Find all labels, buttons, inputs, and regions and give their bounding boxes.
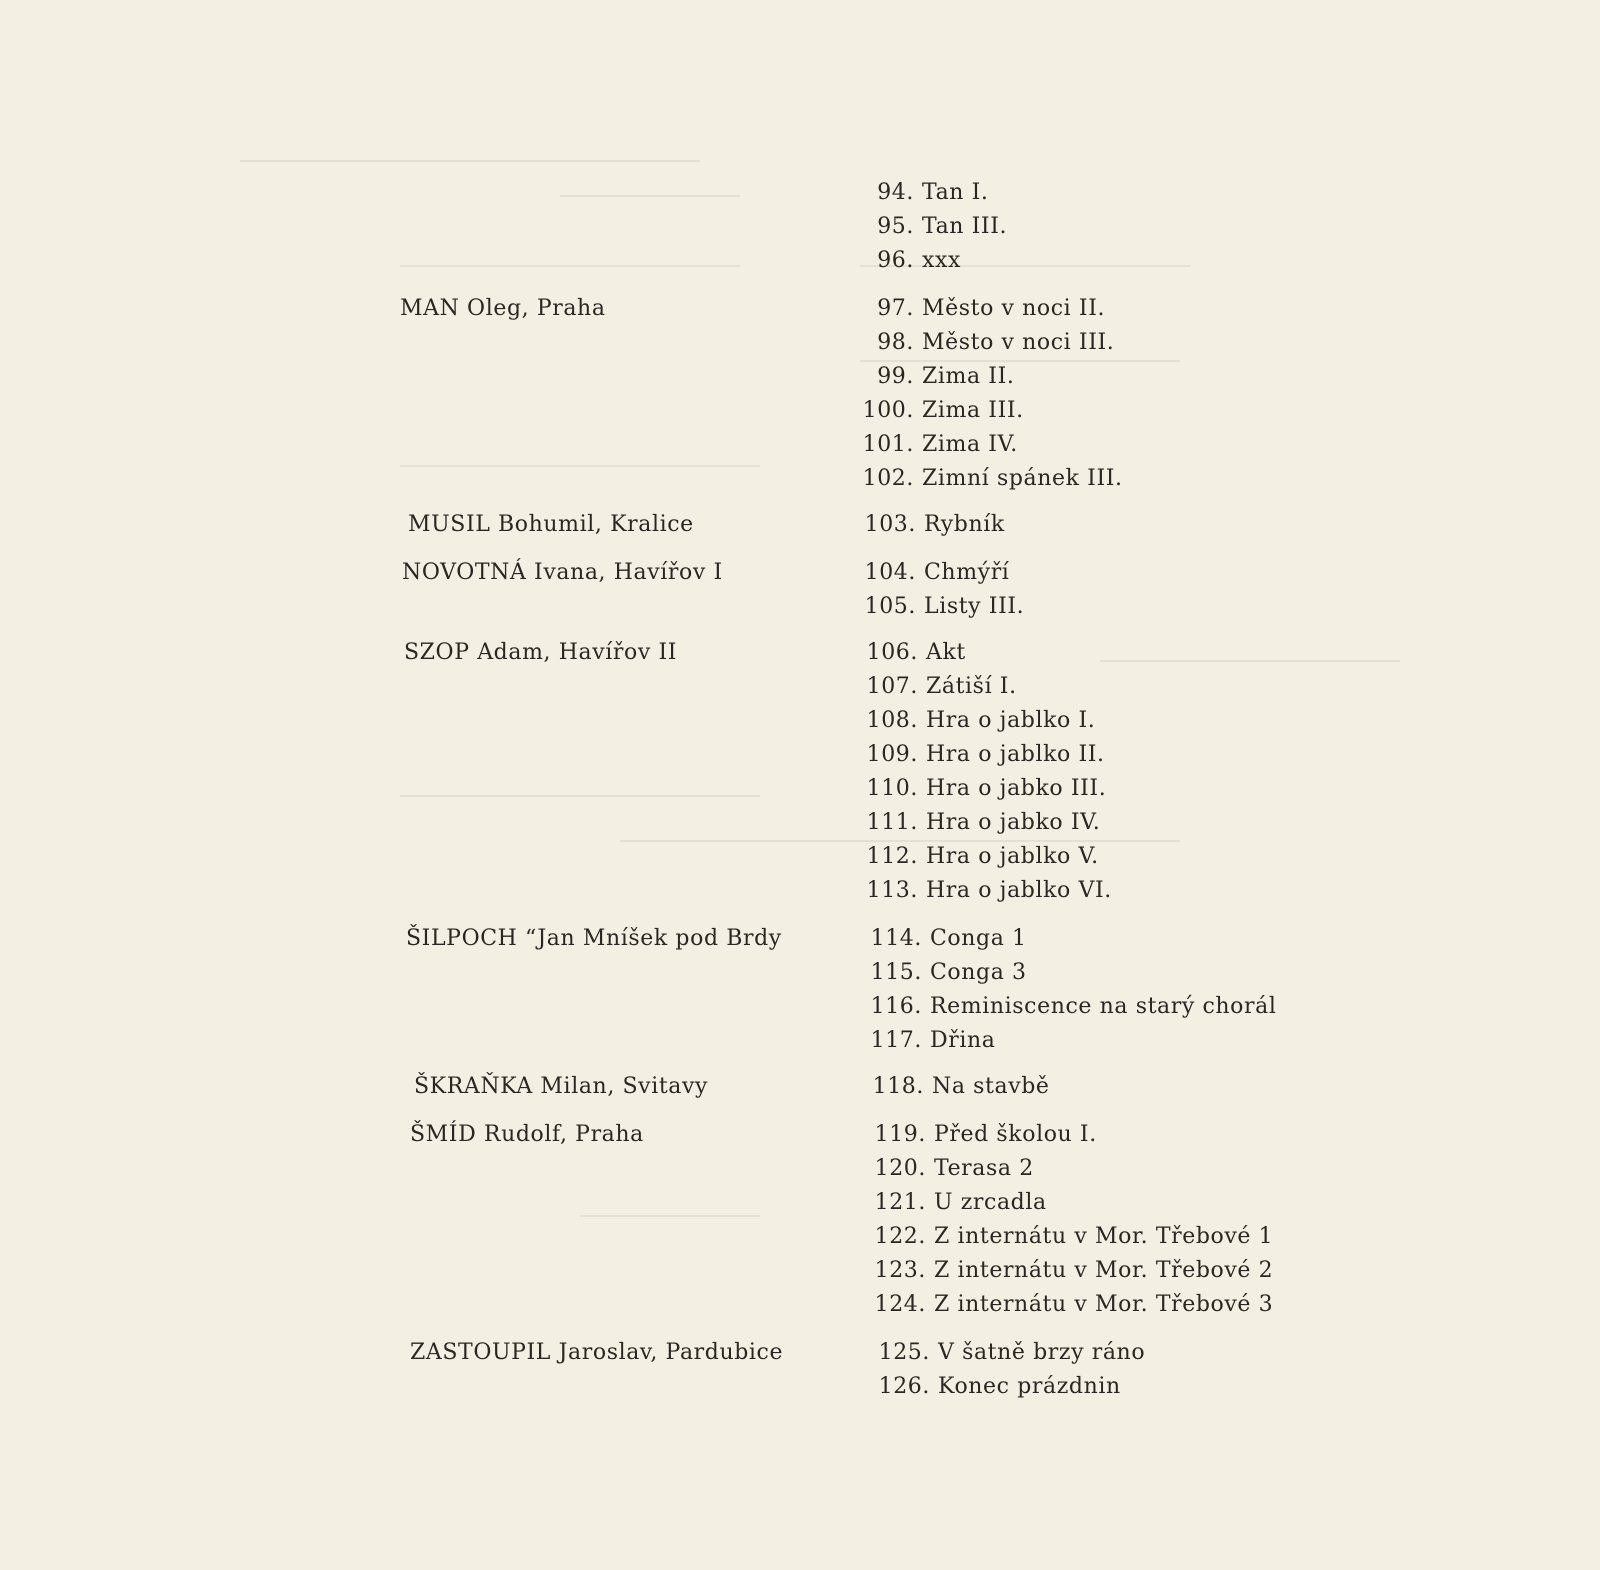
work-number: 103. (864, 512, 916, 537)
work-title: Zima IV. (922, 432, 1018, 457)
work-number: 99. (877, 364, 914, 389)
work-item (860, 776, 1106, 801)
work-item (856, 180, 989, 205)
work-number: 115. (870, 960, 922, 985)
work-number: 113. (866, 878, 918, 903)
work-item (868, 1122, 1097, 1147)
work-title: U zrcadla (934, 1190, 1047, 1215)
work-item (860, 708, 1095, 733)
work-item (860, 742, 1105, 767)
work-number: 117. (870, 1028, 922, 1053)
work-title: Konec prázdnin (938, 1374, 1121, 1399)
work-item (868, 1224, 1273, 1249)
work-title: Tan I. (922, 180, 989, 205)
author-name: NOVOTNÁ Ivana, Havířov I (402, 560, 723, 585)
work-item (856, 248, 961, 273)
work-number: 116. (870, 994, 922, 1019)
work-title: Zima II. (922, 364, 1015, 389)
work-number: 96. (877, 248, 914, 273)
author-name: ŠMÍD Rudolf, Praha (410, 1122, 644, 1147)
work-number: 119. (874, 1122, 926, 1147)
work-number: 108. (866, 708, 918, 733)
work-number: 122. (874, 1224, 926, 1249)
work-item (864, 994, 1277, 1019)
work-item (864, 960, 1027, 985)
work-title: Z internátu v Mor. Třebové 1 (934, 1224, 1274, 1249)
work-number: 98. (877, 330, 914, 355)
work-title: Z internátu v Mor. Třebové 2 (934, 1258, 1274, 1283)
work-item (872, 1340, 1145, 1365)
work-number: 124. (874, 1292, 926, 1317)
work-number: 95. (877, 214, 914, 239)
work-title: Z internátu v Mor. Třebové 3 (934, 1292, 1274, 1317)
author-name: SZOP Adam, Havířov II (404, 640, 678, 665)
author-name: MAN Oleg, Praha (400, 296, 606, 321)
work-item (868, 1292, 1273, 1317)
work-title: Conga 1 (930, 926, 1027, 951)
author-name: MUSIL Bohumil, Kralice (408, 512, 694, 537)
work-number: 100. (862, 398, 914, 423)
work-item (858, 560, 1009, 585)
work-item (860, 844, 1099, 869)
work-title: Na stavbě (932, 1074, 1050, 1099)
work-title: Dřina (930, 1028, 996, 1053)
work-title: Před školou I. (934, 1122, 1097, 1147)
work-number: 107. (866, 674, 918, 699)
work-title: Hra o jablko II. (926, 742, 1105, 767)
work-number: 112. (866, 844, 918, 869)
work-title: Hra o jablko V. (926, 844, 1099, 869)
work-number: 104. (864, 560, 916, 585)
work-title: xxx (922, 248, 962, 273)
work-item (860, 674, 1017, 699)
work-title: Město v noci II. (922, 296, 1106, 321)
work-item (856, 398, 1024, 423)
work-title: Hra o jabko IV. (926, 810, 1101, 835)
work-title: Rybník (924, 512, 1005, 537)
work-title: Hra o jablko VI. (926, 878, 1112, 903)
work-number: 102. (862, 466, 914, 491)
work-title: Akt (926, 640, 966, 665)
work-title: Terasa 2 (934, 1156, 1034, 1181)
work-number: 121. (874, 1190, 926, 1215)
work-item (866, 1074, 1050, 1099)
work-number: 105. (864, 594, 916, 619)
work-item (860, 640, 966, 665)
work-item (856, 296, 1105, 321)
work-number: 111. (866, 810, 918, 835)
work-item (856, 466, 1123, 491)
work-number: 120. (874, 1156, 926, 1181)
work-title: Listy III. (924, 594, 1025, 619)
work-number: 101. (862, 432, 914, 457)
work-item (864, 926, 1027, 951)
work-item (860, 810, 1100, 835)
work-title: V šatně brzy ráno (938, 1340, 1146, 1365)
work-item (868, 1156, 1034, 1181)
work-number: 97. (877, 296, 914, 321)
work-number: 94. (877, 180, 914, 205)
work-number: 110. (866, 776, 918, 801)
work-title: Zima III. (922, 398, 1024, 423)
work-item (858, 594, 1024, 619)
work-item (856, 330, 1114, 355)
author-name: ZASTOUPIL Jaroslav, Pardubice (410, 1340, 784, 1365)
work-item (872, 1374, 1121, 1399)
work-title: Město v noci III. (922, 330, 1115, 355)
work-title: Conga 3 (930, 960, 1027, 985)
work-number: 106. (866, 640, 918, 665)
work-item (856, 214, 1007, 239)
work-title: Zátiší I. (926, 674, 1017, 699)
work-number: 126. (878, 1374, 930, 1399)
author-name: ŠILPOCH “Jan Mníšek pod Brdy (406, 926, 782, 951)
work-title: Hra o jabko III. (926, 776, 1107, 801)
work-title: Chmýří (924, 560, 1010, 585)
work-number: 123. (874, 1258, 926, 1283)
author-name: ŠKRAŇKA Milan, Svitavy (414, 1074, 709, 1099)
work-item (856, 432, 1018, 457)
work-title: Hra o jablko I. (926, 708, 1096, 733)
work-item (868, 1190, 1047, 1215)
work-number: 114. (870, 926, 922, 951)
work-number: 109. (866, 742, 918, 767)
work-number: 125. (878, 1340, 930, 1365)
work-item (856, 364, 1014, 389)
work-number: 118. (872, 1074, 924, 1099)
work-title: Reminiscence na starý chorál (930, 994, 1277, 1019)
work-item (864, 1028, 995, 1053)
work-title: Tan III. (922, 214, 1008, 239)
work-item (860, 878, 1112, 903)
work-title: Zimní spánek III. (922, 466, 1123, 491)
work-item (868, 1258, 1273, 1283)
work-item (858, 512, 1005, 537)
